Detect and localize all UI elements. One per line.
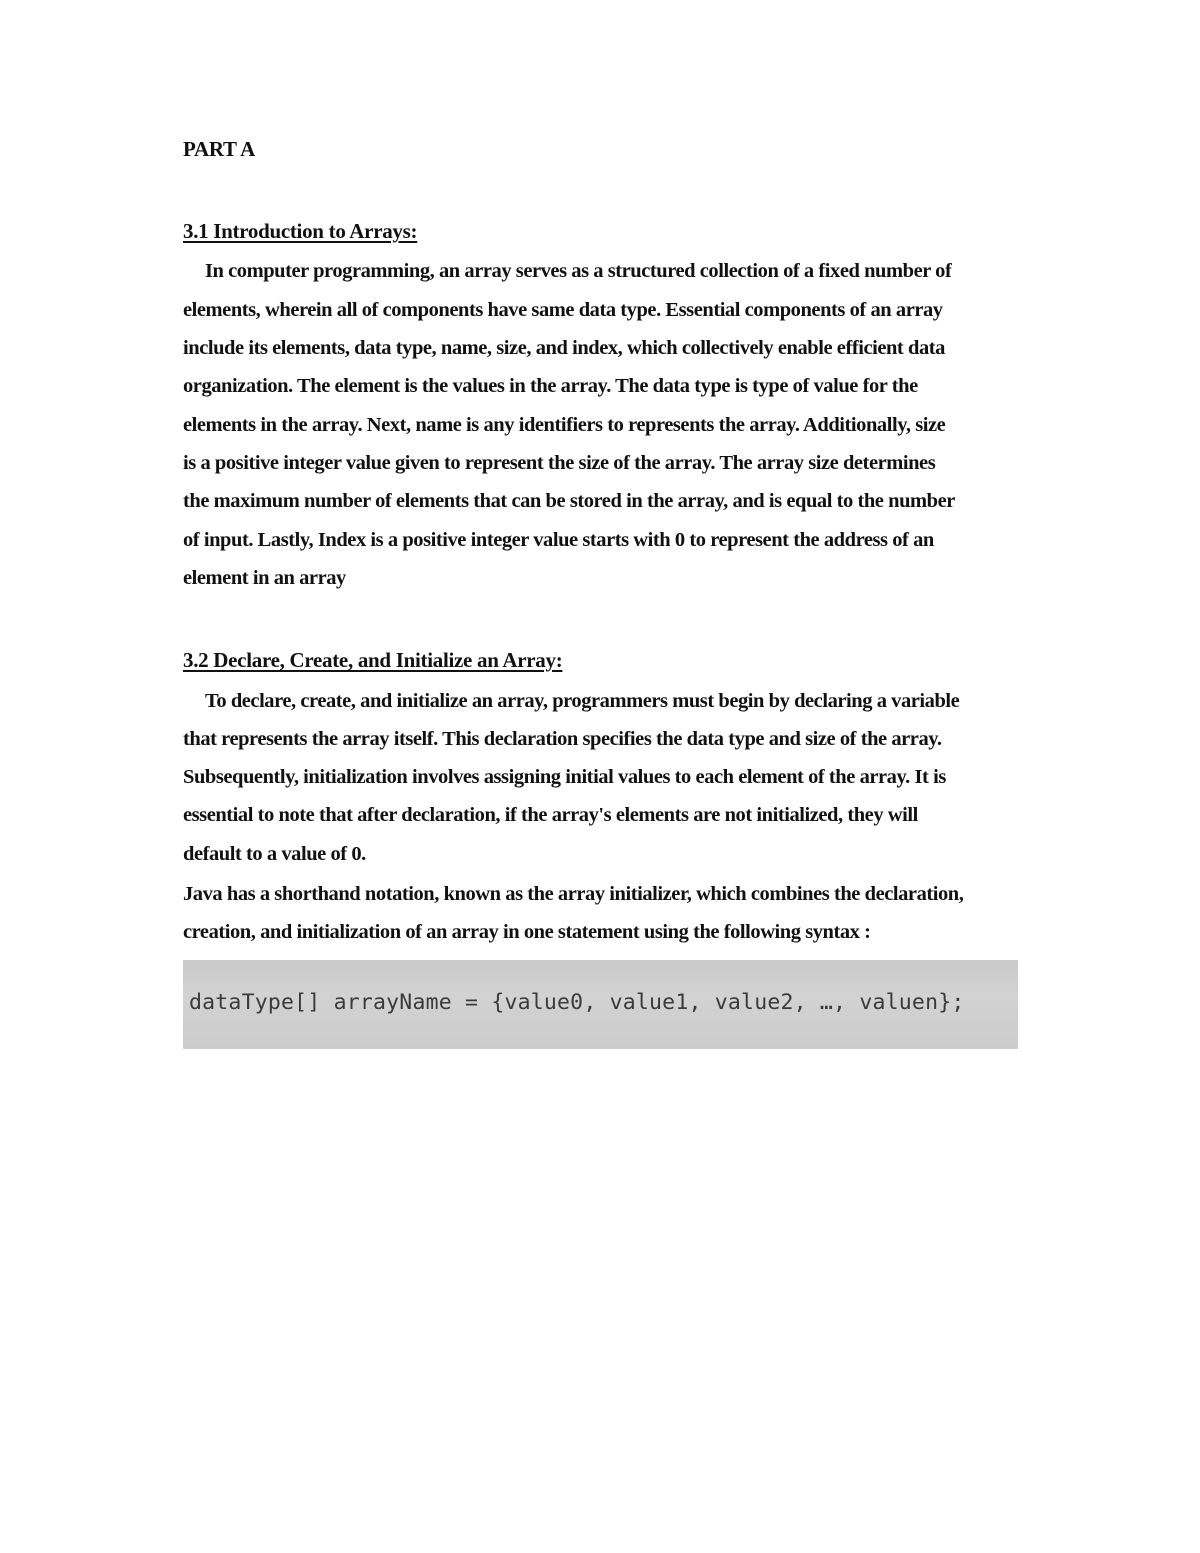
paragraph-line: include its elements, data type, name, size, and index, which collectively enable efficient data [183, 337, 945, 359]
paragraph-line: the maximum number of elements that can be stored in the array, and is equal to the number [183, 490, 955, 512]
paragraph-line: creation, and initialization of an array in one statement using the following syntax : [183, 921, 871, 943]
code-snippet-image [183, 960, 1018, 1049]
paragraph-line: elements, wherein all of components have same data type. Essential components of an array [183, 299, 943, 321]
paragraph-line: organization. The element is the values in the array. The data type is type of value for the [183, 375, 918, 397]
paragraph-line: Subsequently, initialization involves assigning initial values to each element of the array. It is [183, 766, 946, 788]
section-heading-intro: 3.1 Introduction to Arrays: [183, 219, 418, 243]
code-snippet-text: dataType[] arrayName = {value0, value1, value2, …, valuen}; [189, 990, 965, 1015]
section-heading-declare: 3.2 Declare, Create, and Initialize an Array: [183, 648, 563, 672]
paragraph-line: is a positive integer value given to represent the size of the array. The array size determines [183, 452, 936, 474]
paragraph-line: Java has a shorthand notation, known as the array initializer, which combines the declaration, [183, 883, 964, 905]
paragraph-line: To declare, create, and initialize an array, programmers must begin by declaring a variable [205, 690, 960, 712]
paragraph-line: elements in the array. Next, name is any identifiers to represents the array. Additionally, size [183, 414, 946, 436]
paragraph-line: default to a value of 0. [183, 843, 366, 865]
paragraph-line: essential to note that after declaration, if the array's elements are not initialized, they will [183, 804, 918, 826]
paragraph-line: element in an array [183, 567, 346, 589]
paragraph-line: In computer programming, an array serves as a structured collection of a fixed number of [205, 260, 952, 282]
paragraph-line: of input. Lastly, Index is a positive integer value starts with 0 to represent the address of an [183, 529, 934, 551]
part-title: PART A [183, 137, 255, 161]
paragraph-line: that represents the array itself. This declaration specifies the data type and size of the array. [183, 728, 942, 750]
